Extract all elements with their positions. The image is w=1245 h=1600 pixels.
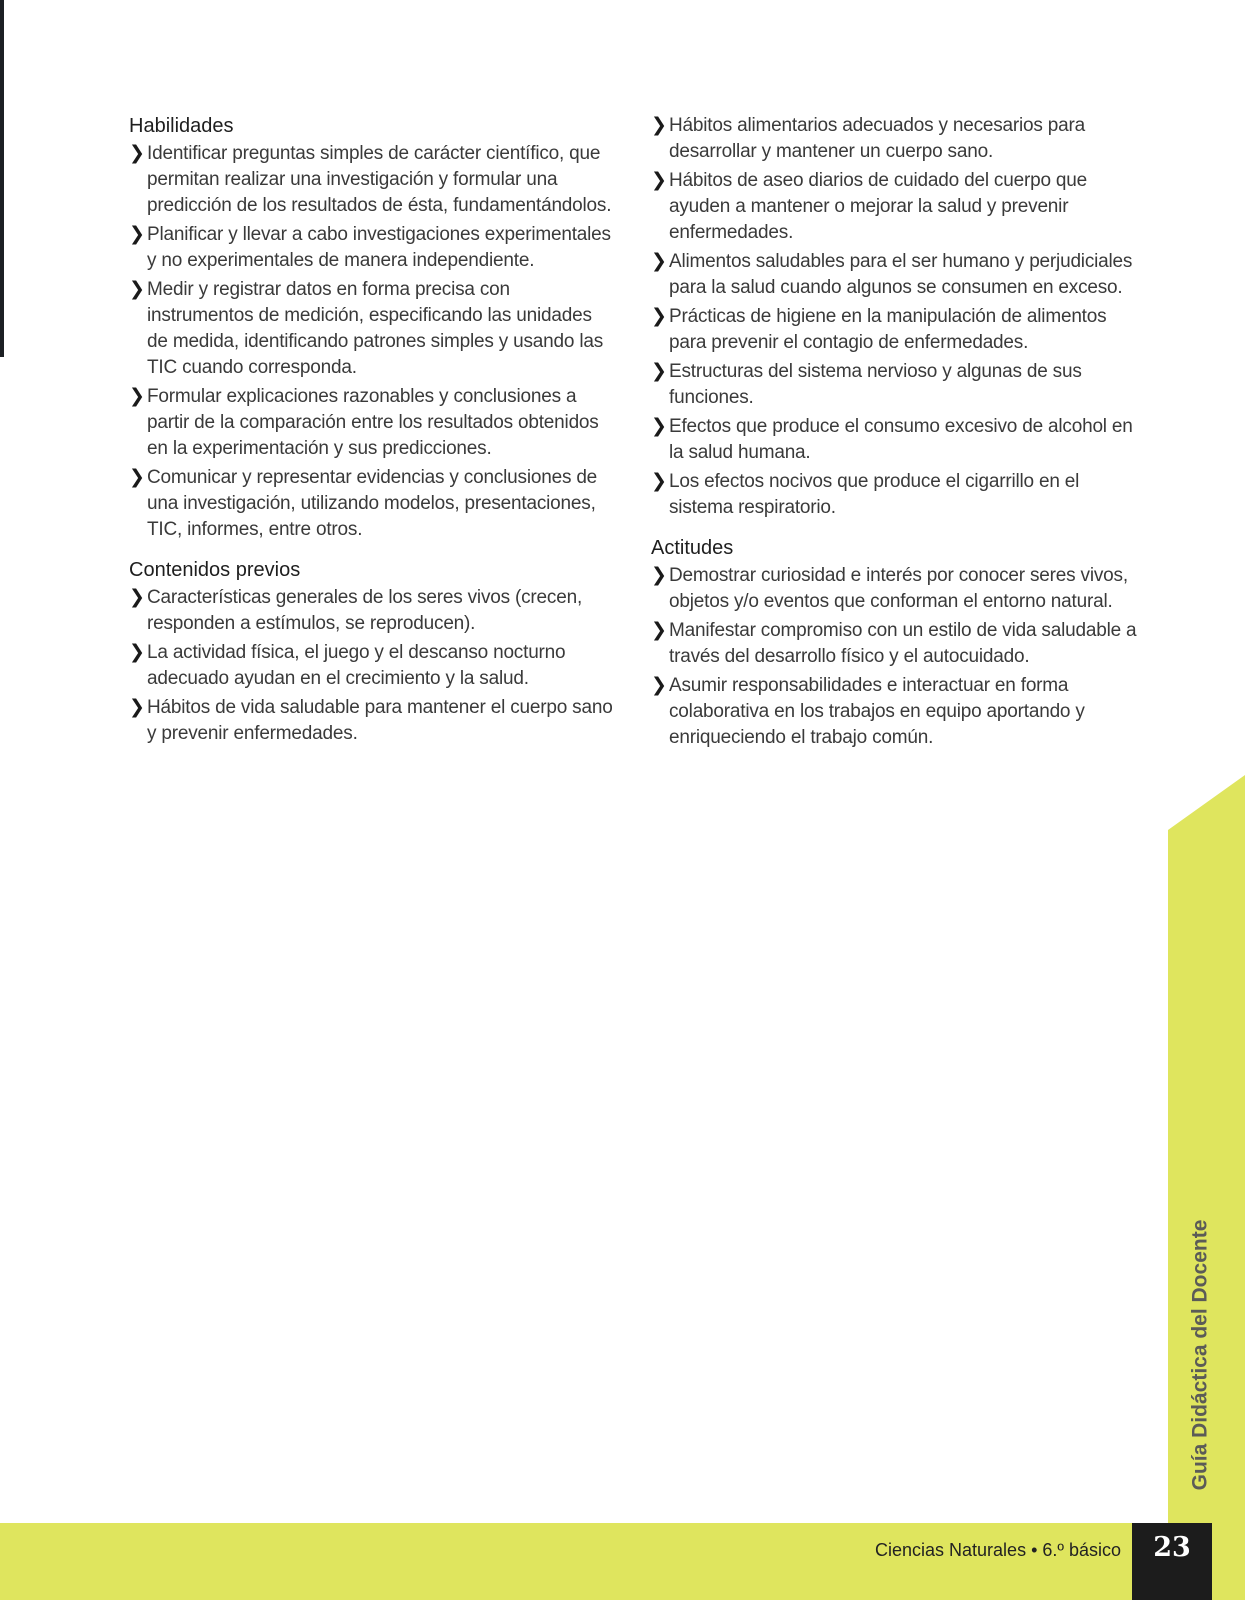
list-item (129, 277, 617, 381)
chevron-bullet-icon: ❯ (651, 361, 667, 382)
habilidades-list (129, 141, 617, 543)
chevron-bullet-icon: ❯ (129, 587, 145, 608)
chevron-bullet-icon: ❯ (129, 224, 145, 245)
list-item (651, 249, 1139, 301)
list-item (651, 673, 1139, 751)
chevron-bullet-icon: ❯ (129, 697, 145, 718)
list-item-text: Estructuras del sistema nervioso y algunas de sus funciones. (669, 361, 1082, 408)
list-item-text: Hábitos de aseo diarios de cuidado del cuerpo que ayuden a mantener o mejorar la salud y prevenir enfermedades. (669, 170, 1087, 243)
list-item-text: Hábitos de vida saludable para mantener el cuerpo sano y prevenir enfermedades. (147, 697, 613, 744)
chevron-bullet-icon: ❯ (651, 471, 667, 492)
list-item (129, 695, 617, 747)
list-item (651, 304, 1139, 356)
list-item (651, 113, 1139, 165)
chevron-bullet-icon: ❯ (129, 467, 145, 488)
section-heading: Habilidades (129, 115, 234, 137)
list-item-text: Demostrar curiosidad e interés por conocer seres vivos, objetos y/o eventos que conforman el entorno natural. (669, 565, 1128, 612)
list-item-text: Características generales de los seres vivos (crecen, responden a estímulos, se reproducen). (147, 587, 583, 634)
chevron-bullet-icon: ❯ (129, 386, 145, 407)
chevron-bullet-icon: ❯ (129, 642, 145, 663)
page-number-box (1132, 1523, 1212, 1600)
list-item (129, 222, 617, 274)
side-tab-label (1168, 1220, 1232, 1490)
chevron-bullet-icon: ❯ (129, 279, 145, 300)
list-item-text: Comunicar y representar evidencias y conclusiones de una investigación, utilizando modelos, presentaciones, TIC, informes, entre otros. (147, 467, 598, 540)
actitudes-list (651, 563, 1139, 751)
chevron-bullet-icon: ❯ (651, 675, 667, 696)
footer-book-title: Ciencias Naturales • 6.º básico (875, 1540, 1121, 1560)
list-item (651, 359, 1139, 411)
page-number: 23 (1153, 1532, 1191, 1563)
list-item-text: Hábitos alimentarios adecuados y necesarios para desarrollar y mantener un cuerpo sano. (669, 115, 1086, 162)
contenidos-previos-list-part-1 (129, 585, 617, 747)
section-heading: Contenidos previos (129, 559, 301, 581)
page-edge-bar (0, 0, 4, 357)
chevron-bullet-icon: ❯ (651, 306, 667, 327)
list-item-text: Planificar y llevar a cabo investigaciones experimentales y no experimentales de manera independiente. (147, 224, 611, 271)
list-item-text: Asumir responsabilidades e interactuar en forma colaborativa en los trabajos en equipo aportando y enriqueciendo el trabajo común. (669, 675, 1085, 748)
section-actitudes (651, 535, 1139, 751)
list-item-text: Manifestar compromiso con un estilo de vida saludable a través del desarrollo físico y el autocuidado. (669, 620, 1137, 667)
right-column (651, 113, 1139, 765)
list-item (651, 563, 1139, 615)
list-item-text: Los efectos nocivos que produce el cigarrillo en el sistema respiratorio. (669, 471, 1080, 518)
list-item (651, 618, 1139, 670)
chevron-bullet-icon: ❯ (651, 170, 667, 191)
left-column (129, 113, 617, 761)
chevron-bullet-icon: ❯ (651, 416, 667, 437)
list-item (651, 414, 1139, 466)
section-heading: Actitudes (651, 537, 734, 559)
chevron-bullet-icon: ❯ (129, 143, 145, 164)
list-item-text: Efectos que produce el consumo excesivo de alcohol en la salud humana. (669, 416, 1133, 463)
list-item (651, 469, 1139, 521)
list-item (129, 384, 617, 462)
list-item-text: Identificar preguntas simples de carácter científico, que permitan realizar una investigación y formular una predicción de los resultados de ésta, fundamentándolos. (147, 143, 612, 216)
chevron-bullet-icon: ❯ (651, 115, 667, 136)
section-contenidos-previos (129, 557, 617, 747)
list-item-text: Medir y registrar datos en forma precisa con instrumentos de medición, especificando las unidades de medida, identificando patrones simples y usando las TIC cuando corresponda. (147, 279, 604, 378)
section-contenidos-previos-continued (651, 113, 1139, 521)
list-item-text: Alimentos saludables para el ser humano y perjudiciales para la salud cuando algunos se consumen en exceso. (669, 251, 1133, 298)
list-item (129, 640, 617, 692)
list-item-text: Prácticas de higiene en la manipulación de alimentos para prevenir el contagio de enfermedades. (669, 306, 1107, 353)
list-item (129, 141, 617, 219)
side-tab-label-text: Guía Didáctica del Docente (1188, 1219, 1211, 1491)
list-item (651, 168, 1139, 246)
contenidos-previos-list-part-2 (651, 113, 1139, 521)
list-item (129, 465, 617, 543)
list-item-text: Formular explicaciones razonables y conclusiones a partir de la comparación entre los resultados obtenidos en la experimentación y sus predicciones. (147, 386, 599, 459)
chevron-bullet-icon: ❯ (651, 251, 667, 272)
section-habilidades (129, 113, 617, 543)
chevron-bullet-icon: ❯ (651, 620, 667, 641)
list-item (129, 585, 617, 637)
list-item-text: La actividad física, el juego y el descanso nocturno adecuado ayudan en el crecimiento y la salud. (147, 642, 566, 689)
chevron-bullet-icon: ❯ (651, 565, 667, 586)
